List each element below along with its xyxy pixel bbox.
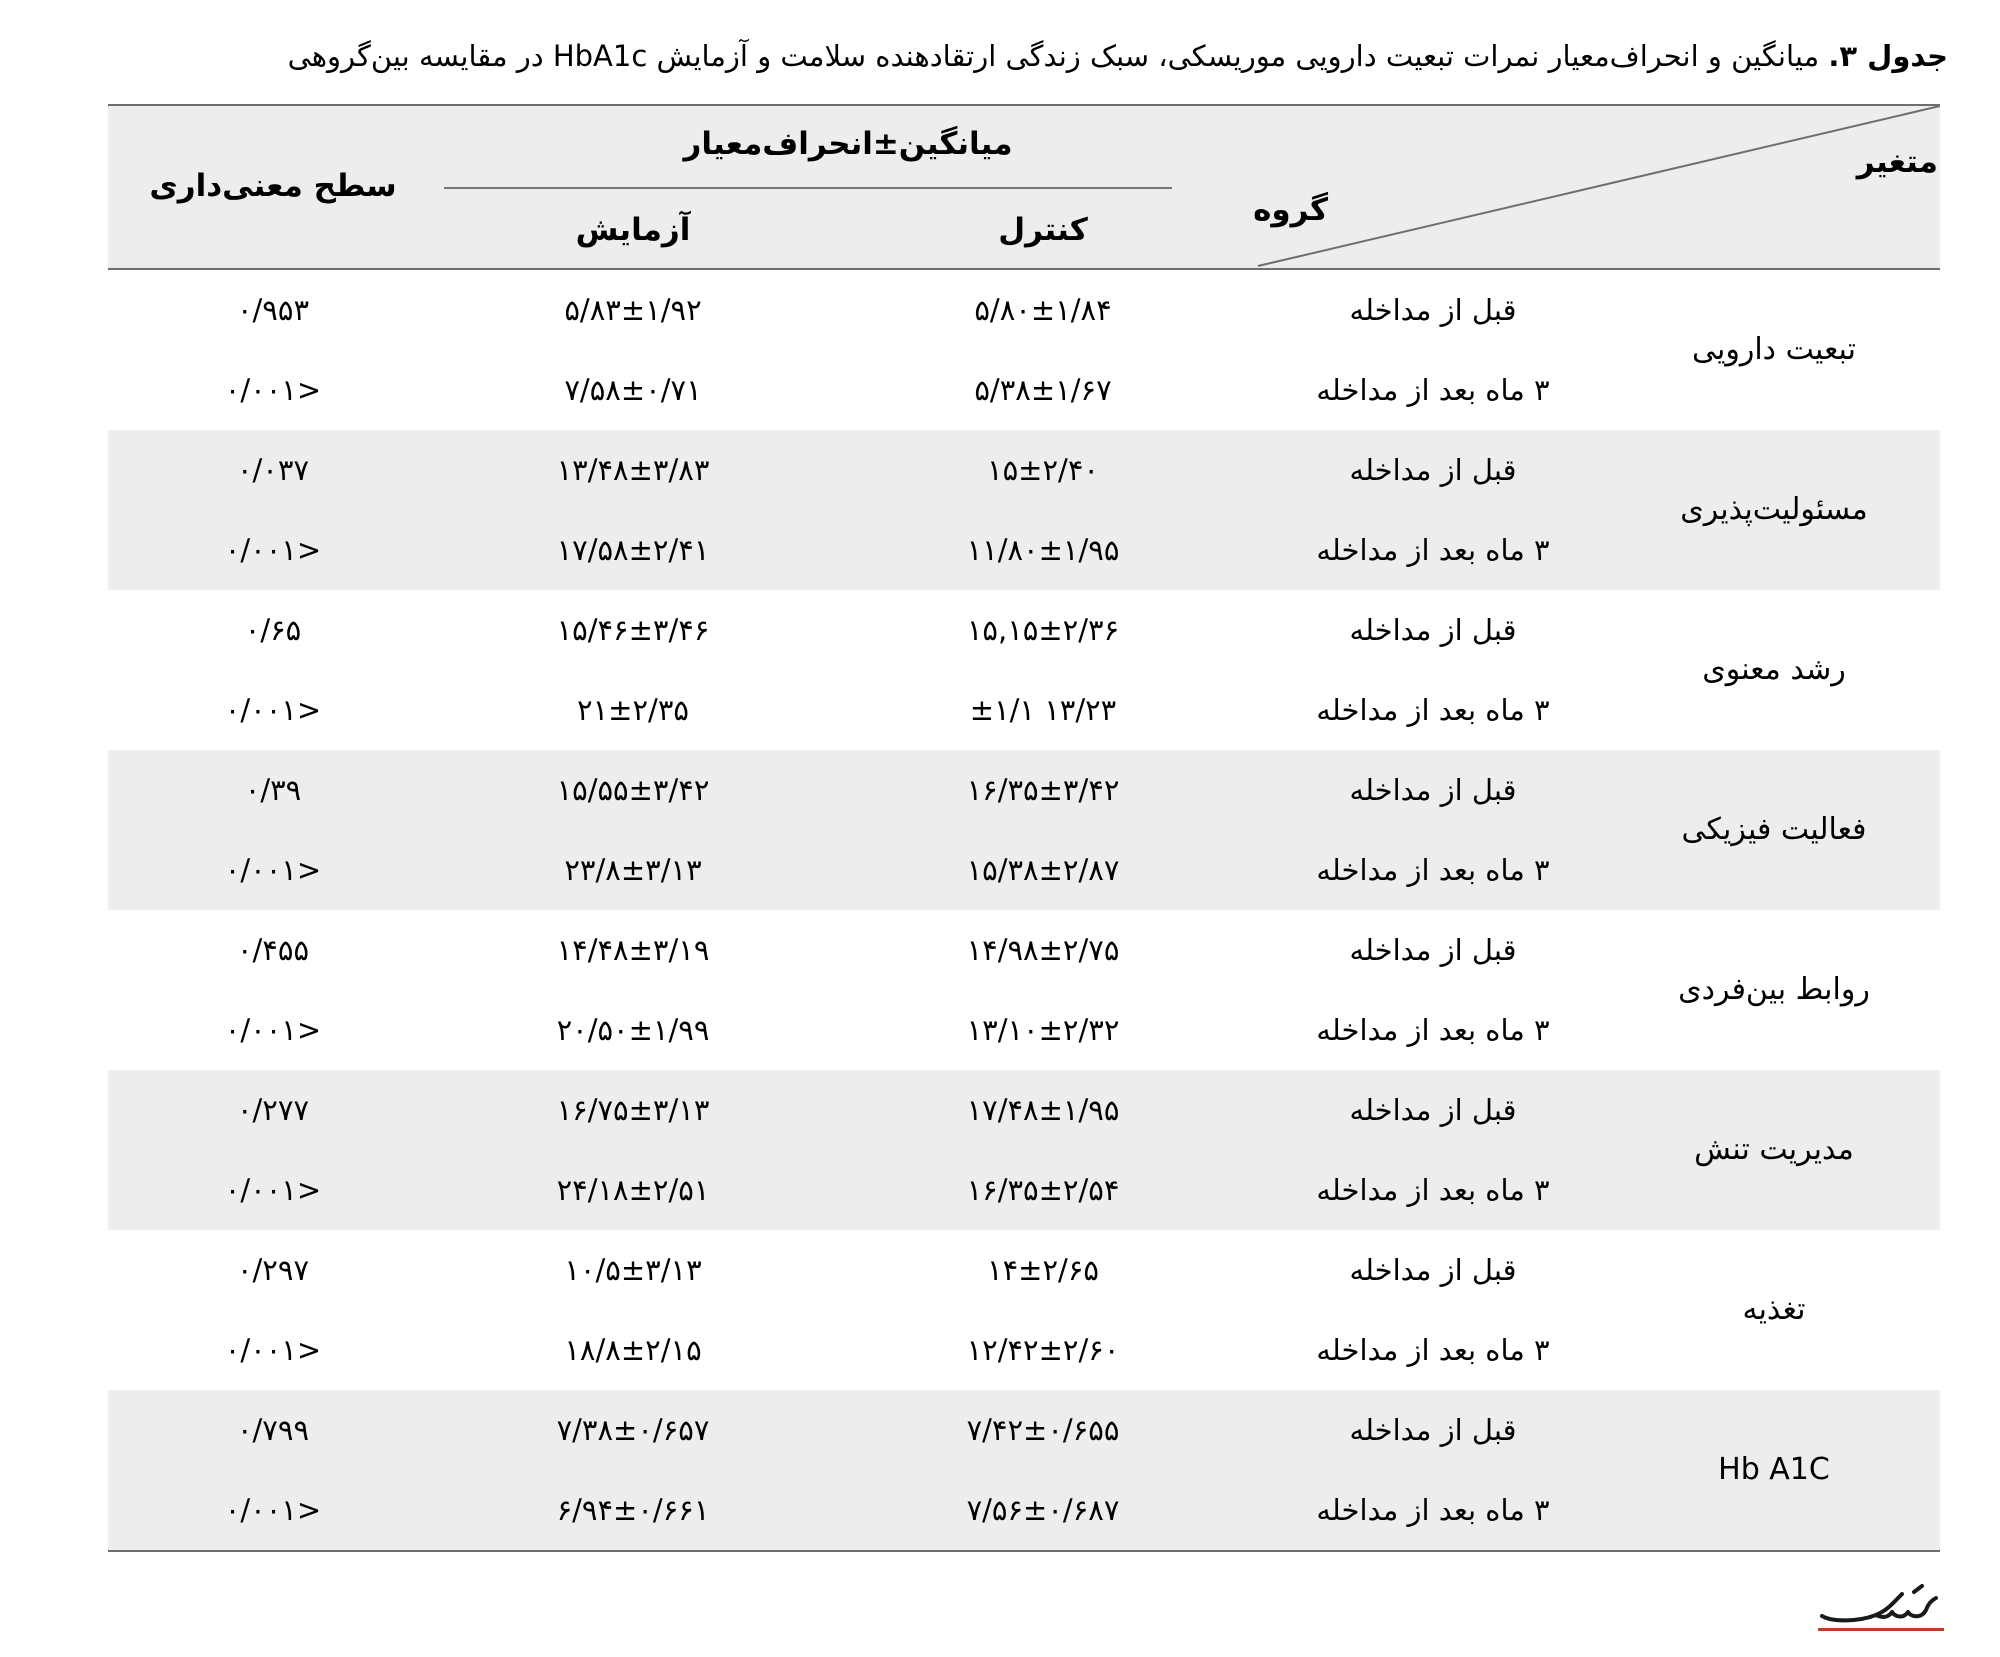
control-value-cell: ۷/۴۲±۰/۶۵۵ bbox=[966, 1413, 1120, 1447]
time-point-cell: قبل از مداخله bbox=[1349, 453, 1517, 487]
header-control: کنترل bbox=[998, 212, 1088, 248]
variable-group bbox=[108, 750, 1940, 910]
experiment-value-cell: ۱۸/۸±۲/۱۵ bbox=[564, 1333, 702, 1367]
experiment-value-cell: ۱۴/۴۸±۳/۱۹ bbox=[556, 933, 710, 967]
variable-name: مدیریت تنش bbox=[1694, 1132, 1854, 1167]
significance-cell: <۰/۰۰۱ bbox=[224, 1013, 322, 1047]
header-mean-sd: میانگین±انحراف‌معیار bbox=[683, 126, 1013, 162]
header-variable: متغیر bbox=[1856, 144, 1938, 180]
experiment-value-cell: ۱۶/۷۵±۳/۱۳ bbox=[556, 1093, 710, 1127]
time-point-cell: قبل از مداخله bbox=[1349, 613, 1517, 647]
control-value-cell: ۵/۳۸±۱/۶۷ bbox=[974, 373, 1112, 407]
significance-cell: ۰/۲۷۷ bbox=[236, 1093, 310, 1127]
table-row bbox=[108, 670, 1940, 750]
control-value-cell: ۱۶/۳۵±۲/۵۴ bbox=[966, 1173, 1120, 1207]
variable-name: تبعیت دارویی bbox=[1692, 332, 1856, 367]
table-row bbox=[108, 430, 1940, 510]
variable-group bbox=[108, 270, 1940, 430]
significance-cell: <۰/۰۰۱ bbox=[224, 1333, 322, 1367]
control-value-cell: ۱۳/۱۰±۲/۳۲ bbox=[966, 1013, 1120, 1047]
significance-cell: ۰/۲۹۷ bbox=[236, 1253, 310, 1287]
significance-cell: <۰/۰۰۱ bbox=[224, 693, 322, 727]
variable-name: تغذیه bbox=[1742, 1292, 1806, 1327]
variable-name: فعالیت فیزیکی bbox=[1681, 812, 1867, 847]
variable-name: روابط بین‌فردی bbox=[1678, 972, 1870, 1007]
time-point-cell: قبل از مداخله bbox=[1349, 1253, 1517, 1287]
significance-cell: <۰/۰۰۱ bbox=[224, 373, 322, 407]
experiment-value-cell: ۱۷/۵۸±۲/۴۱ bbox=[556, 533, 710, 567]
variable-group bbox=[108, 590, 1940, 750]
experiment-value-cell: ۷/۳۸±۰/۶۵۷ bbox=[556, 1413, 710, 1447]
experiment-value-cell: ۲۳/۸±۳/۱۳ bbox=[564, 853, 702, 887]
control-value-cell: ۷/۵۶±۰/۶۸۷ bbox=[966, 1493, 1120, 1527]
caption-text: میانگین و انحراف‌معیار نمرات تبعیت دارویی موریسکی، سبک زندگی ارتقادهنده سلامت و آزمایش HbA1c در مقایسه بین‌گروهی bbox=[287, 39, 1829, 73]
table-row bbox=[108, 1390, 1940, 1470]
variable-name: مسئولیت‌پذیری bbox=[1680, 492, 1868, 527]
significance-cell: ۰/۷۹۹ bbox=[236, 1413, 310, 1447]
significance-cell: ۰/۶۵ bbox=[244, 613, 302, 647]
table-row bbox=[108, 350, 1940, 430]
header-experiment: آزمایش bbox=[575, 212, 691, 248]
header-subrule bbox=[444, 187, 1172, 189]
table-row bbox=[108, 830, 1940, 910]
salmand-logo-icon bbox=[1818, 1582, 1944, 1632]
control-value-cell: ۱۱/۸۰±۱/۹۵ bbox=[966, 533, 1120, 567]
experiment-value-cell: ۲۴/۱۸±۲/۵۱ bbox=[556, 1173, 710, 1207]
significance-cell: <۰/۰۰۱ bbox=[224, 533, 322, 567]
time-point-cell: ۳ ماه بعد از مداخله bbox=[1316, 693, 1550, 727]
experiment-value-cell: ۲۰/۵۰±۱/۹۹ bbox=[556, 1013, 710, 1047]
significance-cell: <۰/۰۰۱ bbox=[224, 1493, 322, 1527]
table-row bbox=[108, 1150, 1940, 1230]
experiment-value-cell: ۱۵/۴۶±۳/۴۶ bbox=[556, 613, 710, 647]
time-point-cell: قبل از مداخله bbox=[1349, 1413, 1517, 1447]
table-caption bbox=[52, 36, 1948, 76]
experiment-value-cell: ۱۰/۵±۳/۱۳ bbox=[564, 1253, 702, 1287]
time-point-cell: ۳ ماه بعد از مداخله bbox=[1316, 533, 1550, 567]
significance-cell: ۰/۰۳۷ bbox=[236, 453, 310, 487]
variable-group bbox=[108, 1390, 1940, 1550]
time-point-cell: قبل از مداخله bbox=[1349, 773, 1517, 807]
table-row bbox=[108, 1230, 1940, 1310]
significance-cell: <۰/۰۰۱ bbox=[224, 853, 322, 887]
significance-cell: <۰/۰۰۱ bbox=[224, 1173, 322, 1207]
time-point-cell: قبل از مداخله bbox=[1349, 933, 1517, 967]
experiment-value-cell: ۲۱±۲/۳۵ bbox=[577, 693, 689, 727]
experiment-value-cell: ۵/۸۳±۱/۹۲ bbox=[564, 293, 702, 327]
significance-cell: ۰/۴۵۵ bbox=[236, 933, 310, 967]
time-point-cell: قبل از مداخله bbox=[1349, 1093, 1517, 1127]
control-value-cell: ۱۴±۲/۶۵ bbox=[987, 1253, 1099, 1287]
time-point-cell: ۳ ماه بعد از مداخله bbox=[1316, 1013, 1550, 1047]
table-row bbox=[108, 270, 1940, 350]
variable-group bbox=[108, 430, 1940, 590]
table-row bbox=[108, 990, 1940, 1070]
table-row bbox=[108, 750, 1940, 830]
experiment-value-cell: ۱۳/۴۸±۳/۸۳ bbox=[556, 453, 710, 487]
table-row bbox=[108, 590, 1940, 670]
control-value-cell: ۱۲/۴۲±۲/۶۰ bbox=[966, 1333, 1120, 1367]
experiment-value-cell: ۱۵/۵۵±۳/۴۲ bbox=[556, 773, 710, 807]
time-point-cell: ۳ ماه بعد از مداخله bbox=[1316, 373, 1550, 407]
table-row bbox=[108, 1470, 1940, 1550]
time-point-cell: ۳ ماه بعد از مداخله bbox=[1316, 1333, 1550, 1367]
header-significance: سطح معنی‌داری bbox=[149, 168, 397, 204]
significance-cell: ۰/۹۵۳ bbox=[236, 293, 310, 327]
time-point-cell: ۳ ماه بعد از مداخله bbox=[1316, 1493, 1550, 1527]
control-value-cell: ۱۵/۳۸±۲/۸۷ bbox=[966, 853, 1120, 887]
caption-label: جدول ۳. bbox=[1828, 39, 1948, 73]
control-value-cell: ۱۶/۳۵±۳/۴۲ bbox=[966, 773, 1120, 807]
variable-group bbox=[108, 1070, 1940, 1230]
control-value-cell: ۱۷/۴۸±۱/۹۵ bbox=[966, 1093, 1120, 1127]
table-row bbox=[108, 1070, 1940, 1150]
header-group: گروه bbox=[1253, 192, 1328, 228]
table-row bbox=[108, 510, 1940, 590]
control-value-cell: ۱۴/۹۸±۲/۷۵ bbox=[966, 933, 1120, 967]
table-bottom-rule bbox=[108, 1550, 1940, 1552]
time-point-cell: ۳ ماه بعد از مداخله bbox=[1316, 853, 1550, 887]
variable-name: Hb A1C bbox=[1718, 1452, 1830, 1487]
significance-cell: ۰/۳۹ bbox=[244, 773, 302, 807]
control-value-cell: ۱۵±۲/۴۰ bbox=[987, 453, 1099, 487]
table-row bbox=[108, 910, 1940, 990]
time-point-cell: قبل از مداخله bbox=[1349, 293, 1517, 327]
control-value-cell: ۱۵,۱۵±۲/۳۶ bbox=[966, 613, 1120, 647]
table-row bbox=[108, 1310, 1940, 1390]
time-point-cell: ۳ ماه بعد از مداخله bbox=[1316, 1173, 1550, 1207]
experiment-value-cell: ۶/۹۴±۰/۶۶۱ bbox=[556, 1493, 710, 1527]
variable-group bbox=[108, 910, 1940, 1070]
variable-name: رشد معنوی bbox=[1702, 652, 1846, 687]
table-header bbox=[108, 106, 1940, 268]
experiment-value-cell: ۷/۵۸±۰/۷۱ bbox=[564, 373, 702, 407]
control-value-cell: ۵/۸۰±۱/۸۴ bbox=[974, 293, 1112, 327]
control-value-cell: ۱۳/۲۳ ±۱/۱ bbox=[969, 693, 1117, 727]
variable-group bbox=[108, 1230, 1940, 1390]
